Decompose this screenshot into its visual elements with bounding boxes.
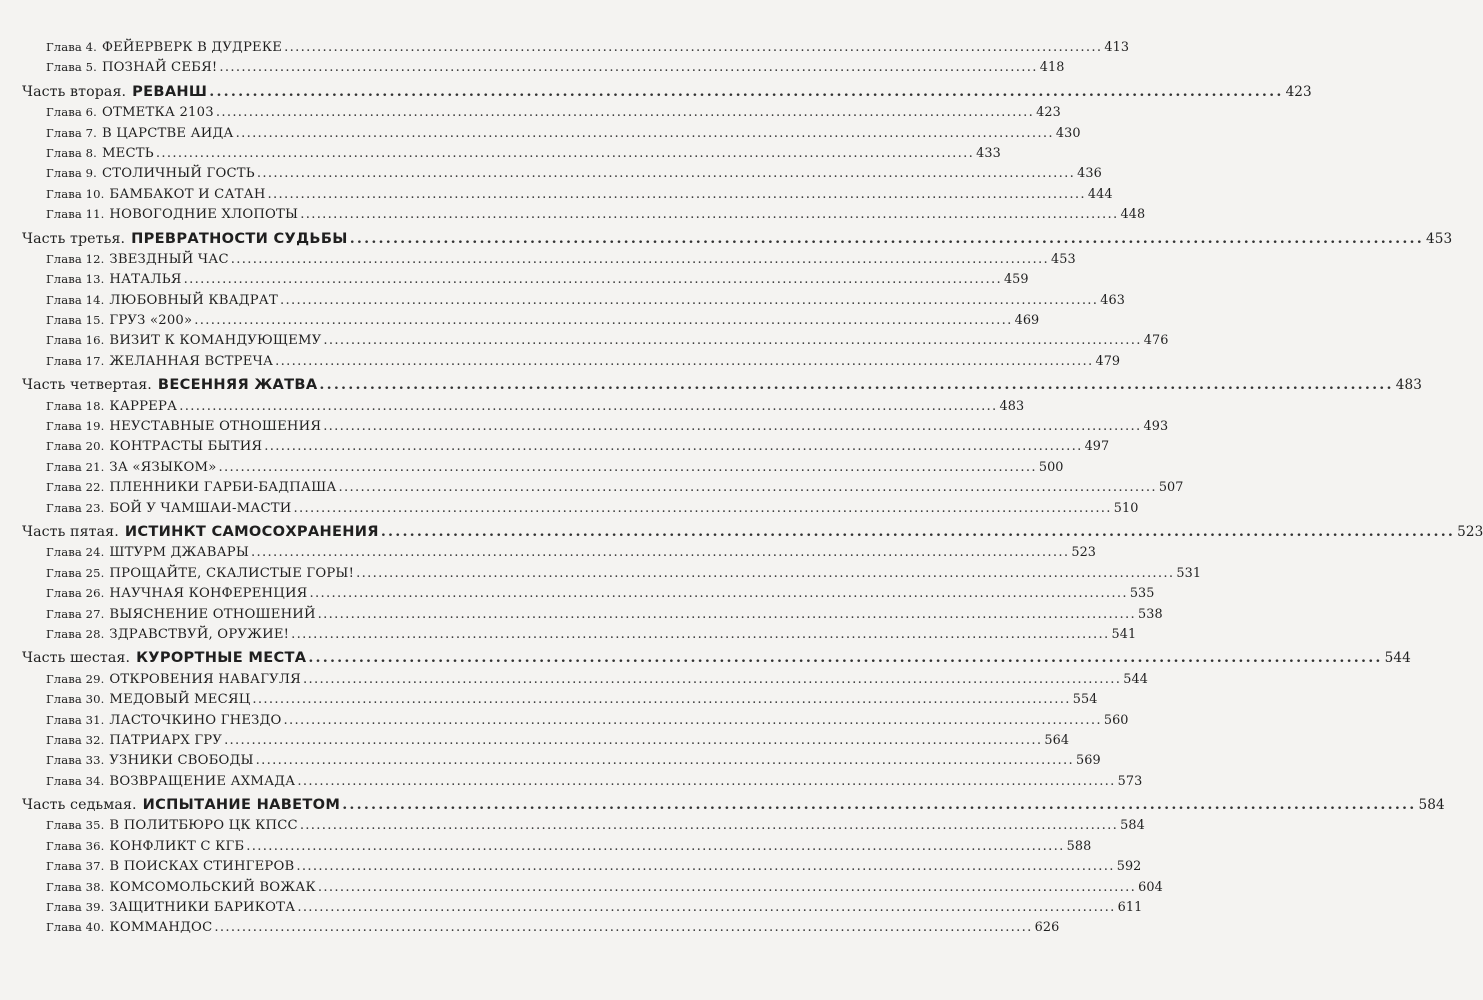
dot-leader: ..................................................................................................................................................... [319,376,1394,394]
dot-leader: ..................................................................................................................................................... [297,773,1116,789]
dot-leader: ..................................................................................................................................................... [218,459,1037,475]
page-number: 448 [1120,207,1146,223]
page-number: 544 [1123,671,1148,687]
page-number: 560 [1103,712,1129,728]
dot-leader: ..................................................................................................................................................... [264,439,1083,455]
part-title: РЕВАНШ [132,82,208,100]
chapter-title: ОТМЕТКА 2103 [101,105,214,121]
dot-leader: ..................................................................................................................................................... [252,692,1071,708]
dot-leader: ..................................................................................................................................................... [323,419,1142,435]
toc-chapter-entry [22,163,1102,183]
toc-chapter-entry [22,143,1001,163]
page-number: 433 [976,145,1001,161]
dot-leader: ..................................................................................................................................................... [235,125,1054,141]
chapter-label: Глава 8. [46,145,97,160]
chapter-label: Глава 24. [46,545,105,560]
chapter-title: ЛАСТОЧКИНО ГНЕЗДО [109,712,282,728]
page-number: 611 [1117,900,1143,916]
chapter-title: ВИЗИТ К КОМАНДУЮЩЕМУ [109,333,322,349]
chapter-title: КОМСОМОЛЬСКИЙ ВОЖАК [109,879,316,895]
chapter-label: Глава 14. [46,292,105,307]
dot-leader: ..................................................................................................................................................... [255,753,1074,769]
toc-chapter-entry [22,436,1110,456]
chapter-label: Глава 7. [46,125,97,140]
dot-leader: ..................................................................................................................................................... [214,920,1033,936]
toc-part-entry [22,795,1445,815]
toc-chapter-entry [22,123,1081,143]
chapter-title: ШТУРМ ДЖАВАРЫ [109,545,250,561]
chapter-label: Глава 31. [46,712,105,727]
dot-leader: ..................................................................................................................................................... [284,40,1103,55]
dot-leader: ..................................................................................................................................................... [256,166,1076,182]
dot-leader: ..................................................................................................................................................... [317,879,1137,895]
dot-leader: ..................................................................................................................................................... [308,649,1383,667]
chapter-label: Глава 10. [46,186,105,201]
page-number: 423 [1036,105,1061,121]
chapter-title: МЕДОВЫЙ МЕСЯЦ [109,692,251,708]
chapter-label: Глава 23. [46,500,105,515]
chapter-title: В ЦАРСТВЕ АИДА [101,125,234,141]
dot-leader: ..................................................................................................................................................... [349,229,1424,247]
dot-leader: ..................................................................................................................................................... [380,522,1456,540]
toc-chapter-entry [22,498,1139,518]
toc-chapter-entry [22,877,1163,897]
chapter-label: Глава 39. [46,900,105,915]
dot-leader: ..................................................................................................................................................... [246,838,1065,854]
chapter-title: ФЕЙЕРВЕРК В ДУДРЕКЕ [101,40,283,55]
toc-chapter-entry [22,563,1202,583]
dot-leader: ..................................................................................................................................................... [209,82,1284,100]
dot-leader: ..................................................................................................................................................... [267,186,1086,202]
chapter-title: ПАТРИАРХ ГРУ [109,732,223,748]
dot-leader: ..................................................................................................................................................... [299,818,1119,834]
page-number: 469 [1014,313,1040,329]
toc-chapter-entry [22,351,1121,371]
page-number: 523 [1457,523,1483,540]
chapter-label: Глава 28. [46,626,105,641]
page-number: 483 [999,398,1025,414]
chapter-title: УЗНИКИ СВОБОДЫ [109,753,254,769]
dot-leader: ..................................................................................................................................................... [323,333,1142,349]
page-number: 584 [1418,797,1445,814]
chapter-label: Глава 15. [46,313,105,328]
toc-chapter-entry [22,542,1097,562]
chapter-title: В ПОИСКАХ СТИНГЕРОВ [109,859,295,875]
chapter-title: НАУЧНАЯ КОНФЕРЕНЦИЯ [109,586,308,602]
chapter-label: Глава 30. [46,692,105,707]
chapter-label: Глава 6. [46,105,97,120]
dot-leader: ..................................................................................................................................................... [293,500,1112,516]
part-title: КУРОРТНЫЕ МЕСТА [136,649,307,667]
chapter-label: Глава 29. [46,671,105,686]
toc-part-entry [22,522,1483,542]
part-title: ПРЕВРАТНОСТИ СУДЬБЫ [131,229,348,247]
chapter-title: КАРРЕРА [109,398,178,414]
toc-chapter-entry [22,583,1155,603]
part-label: Часть третья. [22,230,126,247]
toc-chapter-entry [22,184,1113,204]
page-number: 436 [1077,166,1102,182]
chapter-label: Глава 13. [46,272,105,287]
chapter-label: Глава 36. [46,838,105,853]
page-number: 569 [1075,753,1101,769]
chapter-title: ЗДРАВСТВУЙ, ОРУЖИЕ! [109,626,290,642]
chapter-title: КОНТРАСТЫ БЫТИЯ [109,439,263,455]
toc-chapter-entry [22,416,1169,436]
page-number: 497 [1084,439,1110,455]
chapter-label: Глава 25. [46,565,105,580]
chapter-title: ЗАЩИТНИКИ БАРИКОТА [109,900,296,916]
dot-leader: ..................................................................................................................................................... [302,671,1122,687]
toc-chapter-entry [22,330,1169,350]
toc-chapter-entry [22,669,1148,689]
dot-leader: ..................................................................................................................................................... [300,207,1119,223]
toc-chapter-entry [22,310,1040,330]
part-title: ИСТИНКТ САМОСОХРАНЕНИЯ [124,522,379,540]
chapter-title: СТОЛИЧНЫЙ ГОСТЬ [101,166,255,182]
chapter-label: Глава 11. [46,207,105,222]
chapter-title: ЖЕЛАННАЯ ВСТРЕЧА [109,353,274,369]
page-number: 500 [1038,459,1064,475]
chapter-label: Глава 21. [46,459,105,474]
toc-chapter-entry [22,457,1064,477]
chapter-title: КОНФЛИКТ С КГБ [109,838,245,854]
chapter-label: Глава 26. [46,586,105,601]
chapter-title: ГРУЗ «200» [109,313,193,329]
page-number: 430 [1055,125,1081,141]
chapter-label: Глава 18. [46,398,105,413]
dot-leader: ..................................................................................................................................................... [280,292,1099,308]
chapter-label: Глава 37. [46,859,105,874]
page-number: 459 [1003,272,1029,288]
dot-leader: ..................................................................................................................................................... [275,353,1094,369]
page-number: 413 [1104,40,1130,55]
dot-leader: ..................................................................................................................................................... [356,565,1175,581]
dot-leader: ..................................................................................................................................................... [251,545,1070,561]
page-number: 476 [1143,333,1169,349]
page-number: 538 [1137,606,1163,622]
chapter-label: Глава 40. [46,920,105,935]
chapter-title: ВЫЯСНЕНИЕ ОТНОШЕНИЙ [109,606,316,622]
dot-leader: ..................................................................................................................................................... [194,313,1013,329]
chapter-label: Глава 19. [46,419,105,434]
part-title: ИСПЫТАНИЕ НАВЕТОМ [142,796,341,814]
page-number: 453 [1425,230,1453,247]
page-number: 523 [1071,545,1097,561]
page-number: 573 [1117,773,1143,789]
part-label: Часть вторая. [22,83,127,100]
page-number: 544 [1384,650,1411,667]
chapter-title: ЗВЕЗДНЫЙ ЧАС [109,251,229,267]
page-number: 510 [1113,500,1139,516]
dot-leader: ..................................................................................................................................................... [155,145,975,161]
toc-chapter-entry [22,57,1065,77]
toc-chapter-entry [22,815,1145,835]
chapter-label: Глава 16. [46,333,105,348]
chapter-label: Глава 4. [46,40,97,54]
toc-chapter-entry [22,897,1143,917]
dot-leader: ..................................................................................................................................................... [317,606,1136,622]
page-number: 564 [1044,732,1070,748]
toc-chapter-entry [22,836,1092,856]
page-number: 483 [1395,377,1422,394]
part-label: Часть шестая. [22,650,131,667]
part-label: Часть седьмая. [22,797,137,814]
toc-chapter-entry [22,917,1060,937]
toc-chapter-entry [22,856,1142,876]
toc-chapter-entry [22,37,1130,57]
toc-chapter-entry [22,290,1126,310]
toc-chapter-entry [22,710,1129,730]
toc-chapter-entry [22,396,1025,416]
part-label: Часть четвертая. [22,377,152,394]
dot-leader: ..................................................................................................................................................... [230,251,1050,267]
chapter-label: Глава 33. [46,753,105,768]
dot-leader: ..................................................................................................................................................... [283,712,1102,728]
toc-chapter-entry [22,624,1137,644]
dot-leader: ..................................................................................................................................................... [219,60,1038,76]
chapter-label: Глава 38. [46,879,105,894]
chapter-title: ЗА «ЯЗЫКОМ» [109,459,217,475]
dot-leader: ..................................................................................................................................................... [215,105,1035,121]
toc-chapter-entry [22,477,1184,497]
page-number: 531 [1176,565,1202,581]
chapter-label: Глава 35. [46,818,105,833]
chapter-title: ВОЗВРАЩЕНИЕ АХМАДА [109,773,296,789]
toc-chapter-entry [22,771,1143,791]
chapter-title: НЕУСТАВНЫЕ ОТНОШЕНИЯ [109,419,322,435]
page-number: 418 [1039,60,1065,76]
toc-part-entry [22,82,1312,102]
page-number: 554 [1072,692,1098,708]
chapter-label: Глава 27. [46,606,105,621]
chapter-label: Глава 9. [46,166,97,181]
page-number: 535 [1129,586,1155,602]
toc-part-entry [22,229,1453,249]
chapter-title: КОММАНДОС [109,920,213,936]
table-of-contents [22,37,1483,938]
page-number: 626 [1034,920,1060,936]
chapter-label: Глава 20. [46,439,105,454]
toc-part-entry [22,648,1411,668]
toc-chapter-entry [22,604,1163,624]
chapter-title: НАТАЛЬЯ [109,272,182,288]
chapter-label: Глава 12. [46,251,105,266]
chapter-title: ЛЮБОВНЫЙ КВАДРАТ [109,292,278,308]
page-number: 479 [1095,353,1121,369]
dot-leader: ..................................................................................................................................................... [291,626,1110,642]
page-number: 463 [1100,292,1126,308]
chapter-title: ПЛЕННИКИ ГАРБИ-БАДПАША [109,480,337,496]
dot-leader: ..................................................................................................................................................... [179,398,998,414]
page-number: 453 [1051,251,1076,267]
toc-chapter-entry [22,269,1029,289]
dot-leader: ..................................................................................................................................................... [224,732,1043,748]
chapter-title: БОЙ У ЧАМШАИ-МАСТИ [109,500,292,516]
toc-chapter-entry [22,730,1070,750]
chapter-label: Глава 32. [46,732,105,747]
toc-chapter-entry [22,249,1076,269]
toc-chapter-entry [22,689,1098,709]
chapter-label: Глава 34. [46,773,105,788]
page-number: 541 [1111,626,1137,642]
page-number: 588 [1066,838,1092,854]
page-number: 592 [1116,859,1142,875]
chapter-title: ОТКРОВЕНИЯ НАВАГУЛЯ [109,671,301,687]
chapter-label: Глава 17. [46,353,105,368]
chapter-title: БАМБАКОТ И САТАН [109,186,266,202]
chapter-label: Глава 22. [46,480,105,495]
dot-leader: ..................................................................................................................................................... [309,586,1128,602]
part-label: Часть пятая. [22,523,119,540]
chapter-title: МЕСТЬ [101,145,154,161]
page-number: 604 [1138,879,1163,895]
toc-part-entry [22,375,1422,395]
toc-chapter-entry [22,750,1101,770]
part-title: ВЕСЕННЯЯ ЖАТВА [157,376,318,394]
page-number: 423 [1285,83,1312,100]
chapter-title: НОВОГОДНИЕ ХЛОПОТЫ [109,207,299,223]
toc-chapter-entry [22,102,1061,122]
dot-leader: ..................................................................................................................................................... [297,900,1116,916]
chapter-label: Глава 5. [46,60,97,75]
page-number: 444 [1087,186,1113,202]
dot-leader: ..................................................................................................................................................... [338,480,1157,496]
chapter-title: ПРОЩАЙТЕ, СКАЛИСТЫЕ ГОРЫ! [109,565,355,581]
chapter-title: В ПОЛИТБЮРО ЦК КПСС [109,818,298,834]
page-number: 493 [1143,419,1169,435]
page-number: 584 [1120,818,1145,834]
page-number: 507 [1158,480,1184,496]
chapter-title: ПОЗНАЙ СЕБЯ! [101,60,218,76]
dot-leader: ..................................................................................................................................................... [296,859,1115,875]
dot-leader: ..................................................................................................................................................... [183,272,1002,288]
dot-leader: ..................................................................................................................................................... [342,796,1417,814]
toc-chapter-entry [22,204,1146,224]
